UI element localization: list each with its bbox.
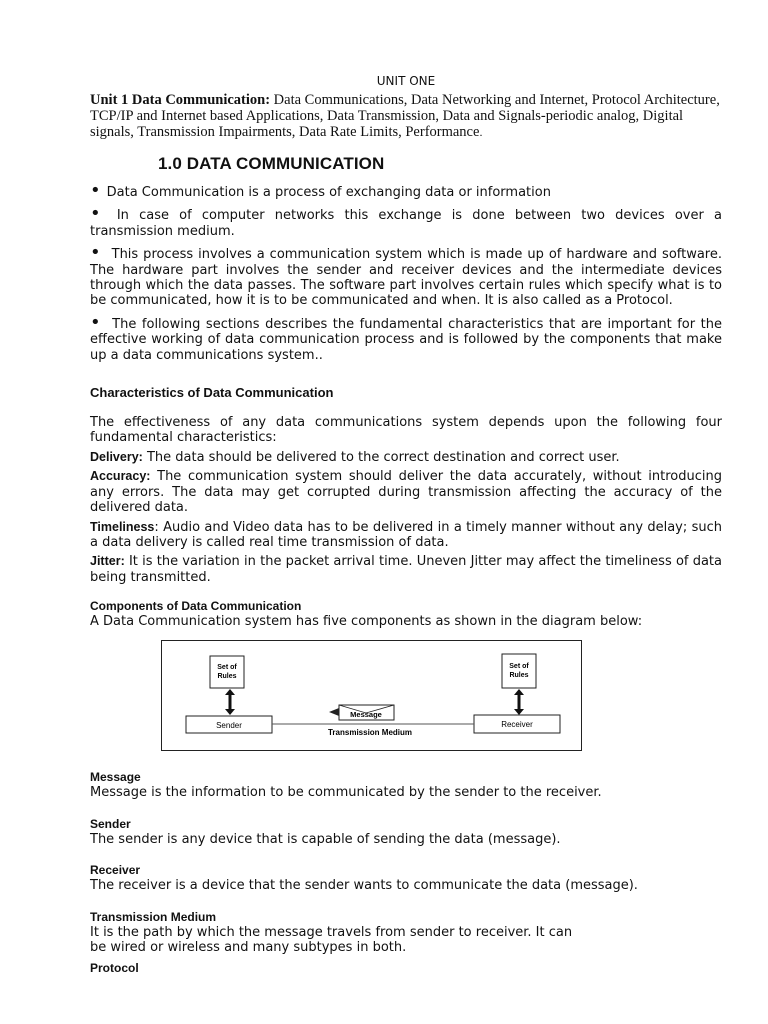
section-text: The sender is any device that is capable of sending the data (message). — [90, 831, 561, 847]
bullet-item — [90, 203, 722, 239]
document-page — [90, 74, 722, 976]
characteristic-text: : Audio and Video data has to be delivered in a timely manner without any delay; such a data delivery is called real time transmission of data. — [90, 519, 722, 550]
bullet-list — [90, 180, 722, 363]
unit-label: UNIT ONE — [376, 74, 436, 88]
section-protocol — [90, 961, 722, 976]
bullet-text: This process involves a communication system which is made up of hardware and software. The hardware part involves the sender and receiver devices and the intermediate devices through which the data passes. The software part involves certain rules which specify what is to be communicated, how it is to be communicated and when. It is also called as a Protocol. — [90, 247, 722, 309]
section-transmission-medium — [90, 910, 590, 956]
rules-left-line2: Rules — [217, 672, 237, 680]
components-block — [90, 599, 722, 629]
unit-intro — [90, 92, 722, 140]
characteristic-text: The communication system should deliver the data accurately, without introducing any errors. The data may get corrupted during transmission affecting the accuracy of the delivered data. — [90, 469, 722, 516]
rules-box-left — [210, 656, 244, 688]
characteristic-text: The data should be delivered to the correct destination and correct user. — [142, 449, 620, 465]
section-title: Receiver — [90, 863, 141, 878]
bullet-icon: • — [90, 203, 101, 225]
characteristic-term: Jitter: — [90, 554, 125, 569]
characteristic-term: Timeliness — [90, 519, 155, 534]
bullet-icon: • — [90, 180, 101, 201]
section-message — [90, 770, 722, 800]
characteristic-term: Delivery: — [90, 449, 143, 464]
section-title: Protocol — [90, 960, 139, 975]
rules-box-right — [502, 654, 536, 688]
bullet-item — [90, 242, 722, 309]
rules-right-line2: Rules — [509, 671, 529, 679]
bullet-icon: • — [90, 311, 101, 333]
unit-intro-text: Data Communications, Data Networking and Internet, Protocol Architecture, TCP/IP and Internet based Applications, Data Transmission, Data and Signals-periodic analog, Digital signals, Transmission Impairments, Data Rate Limits, Performance — [90, 92, 720, 140]
rules-left-line1: Set of — [217, 663, 237, 671]
components-title: Components of Data Communication — [90, 599, 302, 614]
message-label: Message — [350, 709, 382, 719]
section-receiver — [90, 863, 722, 893]
components-intro: A Data Communication system has five components as shown in the diagram below: — [90, 614, 643, 630]
section-text: The receiver is a device that the sender wants to communicate the data (message). — [90, 878, 638, 894]
section-heading: 1.0 DATA COMMUNICATION — [158, 154, 385, 173]
characteristic-text: It is the variation in the packet arrival time. Uneven Jitter may affect the timeliness of data being transmitted. — [90, 554, 722, 585]
sender-label: Sender — [216, 720, 242, 730]
medium-label: Transmission Medium — [327, 727, 413, 737]
bullet-item — [90, 311, 722, 363]
characteristic-timeliness — [90, 520, 722, 551]
section-title: Sender — [90, 816, 131, 831]
bullet-icon: • — [90, 242, 101, 264]
bullet-text: In case of computer networks this exchange is done between two devices over a transmission medium. — [90, 208, 722, 239]
unit-intro-lead: Unit 1 Data Communication: — [90, 92, 271, 108]
bullet-item — [90, 180, 722, 201]
section-sender — [90, 817, 722, 847]
characteristic-term: Accuracy: — [90, 469, 151, 484]
section-title: Transmission Medium — [90, 909, 217, 924]
characteristic-jitter — [90, 554, 722, 585]
rules-right-line1: Set of — [509, 662, 529, 670]
bullet-text: Data Communication is a process of exchanging data or information — [106, 185, 551, 200]
characteristics-title: Characteristics of Data Communication — [90, 385, 334, 401]
section-title: Message — [90, 769, 141, 784]
data-communication-diagram — [161, 640, 582, 752]
characteristic-delivery — [90, 450, 722, 465]
bullet-text: The following sections describes the fundamental characteristics that are important for the effective working of data communication process and is followed by the components that make up a data communications system.. — [90, 316, 722, 363]
characteristic-accuracy — [90, 469, 722, 515]
section-text: It is the path by which the message travels from sender to receiver. It can be wired or wireless and many subtypes in both. — [90, 924, 573, 956]
characteristics-intro: The effectiveness of any data communications system depends upon the following four fundamental characteristics: — [90, 415, 722, 446]
receiver-label: Receiver — [501, 719, 533, 729]
section-text: Message is the information to be communicated by the sender to the receiver. — [90, 784, 602, 800]
unit-intro-end: . — [479, 125, 483, 139]
